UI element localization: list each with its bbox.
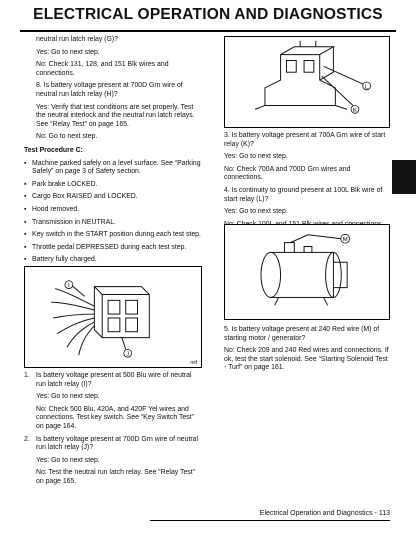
left-column <box>24 36 202 282</box>
starter-generator-drawing <box>225 225 389 319</box>
callout-i-label: I <box>68 283 70 290</box>
step-2-question: 2. Is battery voltage present at 700D Grn wire of neutral run latch relay (J)? <box>24 435 199 452</box>
procedure-bullet: ▪ Key switch in the START position during each test step. <box>24 231 202 240</box>
step-2-yes: Yes: Go to next step. <box>36 456 100 464</box>
procedure-bullet: ▪ Cargo Box RAISED and LOCKED. <box>24 193 202 202</box>
procedure-bullet: ▪ Battery fully charged. <box>24 256 202 265</box>
procedure-bullet: ▪ Throttle pedal DEPRESSED during each test step. <box>24 244 202 253</box>
page-title: ELECTRICAL OPERATION AND DIAGNOSTICS <box>33 6 383 23</box>
step-1-question: 1. Is battery voltage present at 500 Blu wire of neutral run latch relay (I)? <box>24 372 192 388</box>
step-no-line: No: Check 131, 128, and 151 Blk wires and connections. <box>36 61 169 77</box>
title-rule <box>20 30 396 32</box>
step-2-no: No: Test the neutral run latch relay. See “Relay Test” on page 165. <box>36 469 195 485</box>
starter-generator-figure <box>224 224 390 320</box>
section-tab <box>392 160 416 194</box>
callout-l-label: L <box>365 84 369 91</box>
right-block-1 <box>224 132 390 233</box>
step-1-yes: Yes: Go to next step. <box>36 393 100 401</box>
procedure-bullet: ▪ Park brake LOCKED. <box>24 181 202 190</box>
procedure-bullet: ▪ Machine parked safely on a level surface. See “Parking Safely” on page 3 of Safety section. <box>24 160 202 177</box>
step-3-question: 3. Is battery voltage present at 700A Grn wire of start relay (K)? <box>224 132 386 148</box>
step-8-no: No: Go to next step. <box>36 133 98 141</box>
step-4-yes: Yes: Go to next step. <box>224 208 288 216</box>
start-relay-drawing <box>225 37 389 127</box>
step-4-question: 4. Is continuity to ground present at 100L Blk wire of start relay (L)? <box>224 186 383 203</box>
step-3-no: No: Check 700A and 700D Grn wires and connections. <box>224 165 351 182</box>
right-block-2 <box>224 326 390 377</box>
step-8-yes: Yes: Verify that test conditions are set properly. Test the neutral interlock and the neutral run latch relays. See “Relay Test” on page 165. <box>36 103 195 128</box>
procedure-bullet: ▪ Transmission in NEUTRAL. <box>24 219 202 228</box>
step-5-question: 5. Is battery voltage present at 240 Red wire (M) of starting motor / generator? <box>224 326 380 342</box>
page-footer: Electrical Operation and Diagnostics - 113 <box>259 510 390 517</box>
step-continued-line: neutral run latch relay (G)? <box>36 36 118 43</box>
procedure-heading: Test Procedure C: <box>24 146 83 154</box>
figure-code: mif <box>190 360 197 366</box>
left-steps <box>24 372 202 491</box>
step-1-no: No: Check 500 Blu, 420A, and 420F Yel wires and connections. Test key switch. See “Key Switch Test” on page 164. <box>36 405 194 430</box>
footer-rule <box>150 520 390 521</box>
relay-connector-figure <box>24 266 202 368</box>
start-relay-figure <box>224 36 390 128</box>
procedure-bullet: ▪ Hood removed. <box>24 206 202 215</box>
step-8-question: 8. Is battery voltage present at 700D Grn wire of neutral run latch relay (H)? <box>36 82 183 98</box>
relay-connector-drawing <box>25 267 201 367</box>
callout-k-label: K <box>352 107 357 114</box>
step-yes-line: Yes: Go to next step. <box>36 48 100 56</box>
callout-j-label: J <box>126 351 130 358</box>
step-3-yes: Yes: Go to next step. <box>224 153 288 161</box>
step-5-no: No: Check 209 and 240 Red wires and connections. If ok, test the start solenoid. See “Starting Solenoid Test - Turf” on page 161. <box>224 347 389 372</box>
callout-m-label: M <box>342 237 348 244</box>
